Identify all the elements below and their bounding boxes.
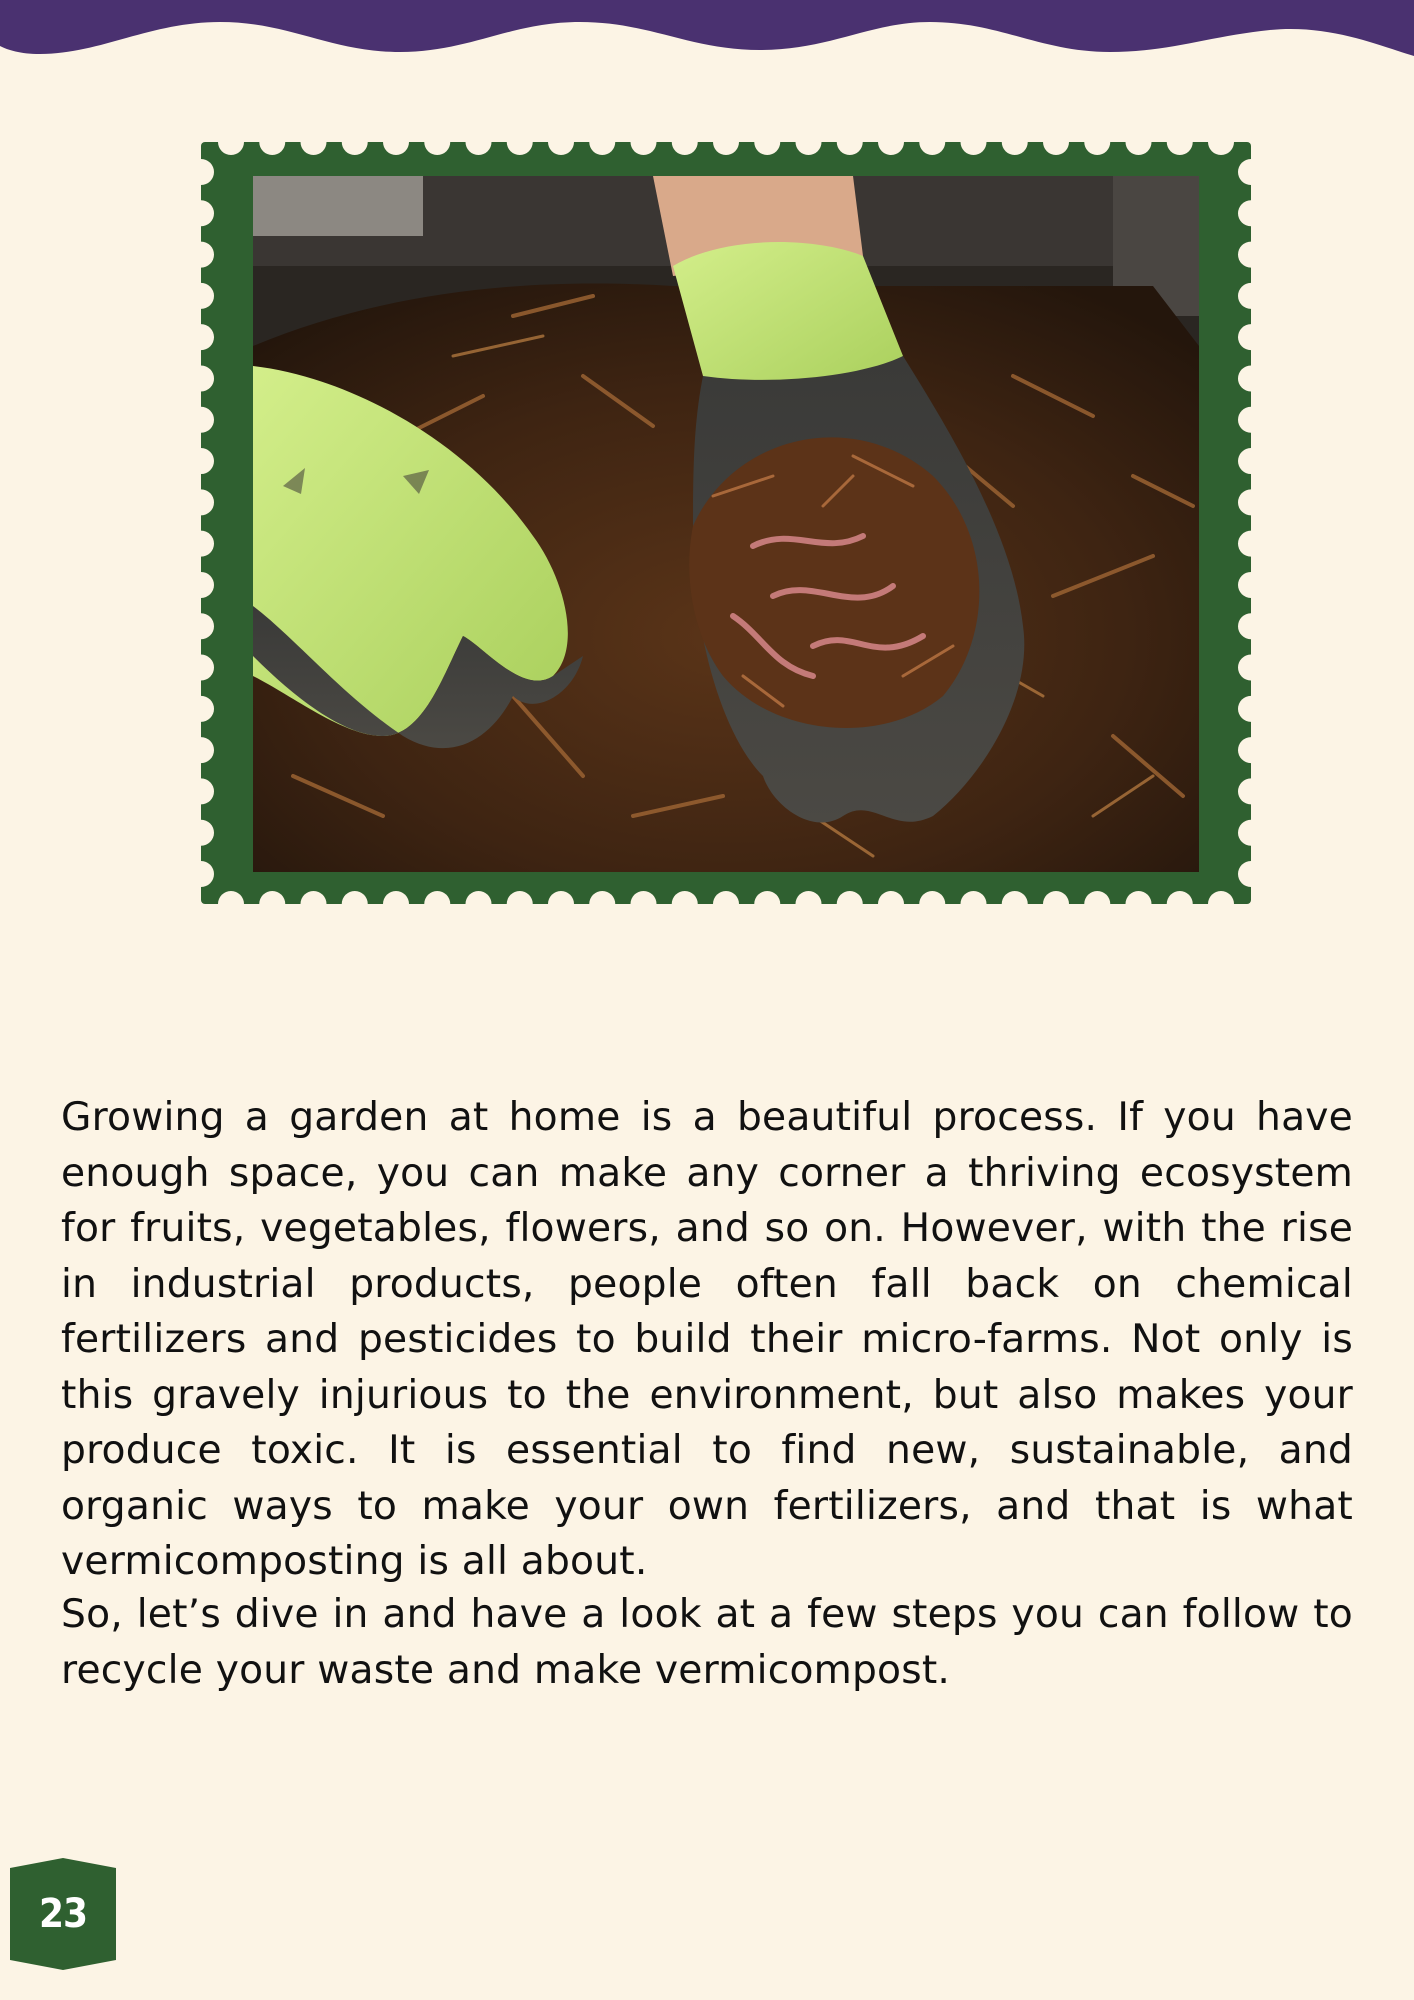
lead-in-paragraph: So, let’s dive in and have a look at a few steps you can follow to recycle your waste and make vermicompost. bbox=[61, 1592, 1353, 1693]
page-number: 23 bbox=[38, 1891, 88, 1937]
page-number-badge bbox=[10, 1858, 116, 1970]
photo-stamp-frame bbox=[201, 142, 1251, 904]
stamp-perforation-edge bbox=[201, 142, 1251, 904]
top-wave-decoration bbox=[0, 0, 1414, 60]
intro-paragraph: Growing a garden at home is a beautiful process. If you have enough space, you can make any corner a thriving ecosystem for fruits, vegetables, flowers, and so on. However, with the rise in industrial products, people often fall back on chemical fertilizers and pesticides to build their micro-farms. Not only is this gravely injurious to the environment, but also makes your produce toxic. It is essential to find new, sustainable, and organic ways to make your own fertilizers, and that is what vermicomposting is all about. bbox=[61, 1095, 1353, 1584]
